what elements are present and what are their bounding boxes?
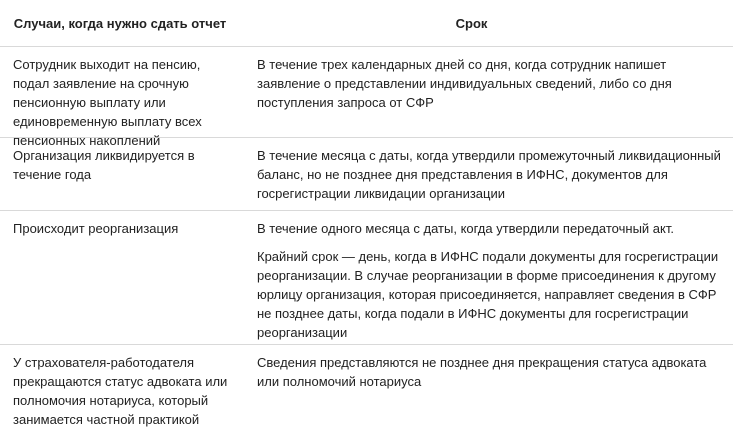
deadline-cell [243, 211, 733, 344]
case-cell: Организация ликвидируется в течение года [13, 148, 195, 182]
table-header [0, 0, 733, 47]
case-cell: Происходит реорганизация [13, 221, 179, 236]
header-cases: Случаи, когда нужно сдать отчет [13, 15, 227, 31]
deadline-cell [243, 138, 733, 210]
table-row [0, 211, 733, 345]
deadline-text: Сведения представляются не позднее дня прекращения статуса адвоката или полномочий нотариуса [257, 355, 707, 389]
case-cell: Сотрудник выходит на пенсию, подал заявление на срочную пенсионную выплату или единовременную выплату всех пенсионных накоплений [13, 57, 202, 148]
table-row [0, 47, 733, 148]
deadline-cell [243, 47, 733, 137]
deadline-cell [243, 345, 733, 437]
table-row [0, 138, 733, 211]
case-cell: У страхователя-работодателя прекращаются статус адвоката или полномочия нотариуса, который занимается частной практикой [13, 355, 228, 427]
deadline-text: Крайний срок — день, когда в ИФНС подали документы для госрегистрации реорганизации. В случае реорганизации в форме присоединения к другому юрлицу организация, которая присоединяется, направляет сведения в СФР не позднее даты, когда подали в ИФНС документы для госрегистрации реорганизации [257, 249, 719, 340]
deadline-text: В течение трех календарных дней со дня, когда сотрудник напишет заявление о представлении индивидуальных сведений, либо со дня поступления запроса от СФР [257, 57, 672, 110]
deadline-text: В течение одного месяца с даты, когда утвердили передаточный акт. [257, 221, 674, 236]
table-row [0, 345, 733, 437]
header-deadline: Срок [455, 15, 488, 31]
deadline-text: В течение месяца с даты, когда утвердили промежуточный ликвидационный баланс, но не позднее дня представления в ИФНС, документов для госрегистрации ликвидации организации [257, 148, 721, 201]
